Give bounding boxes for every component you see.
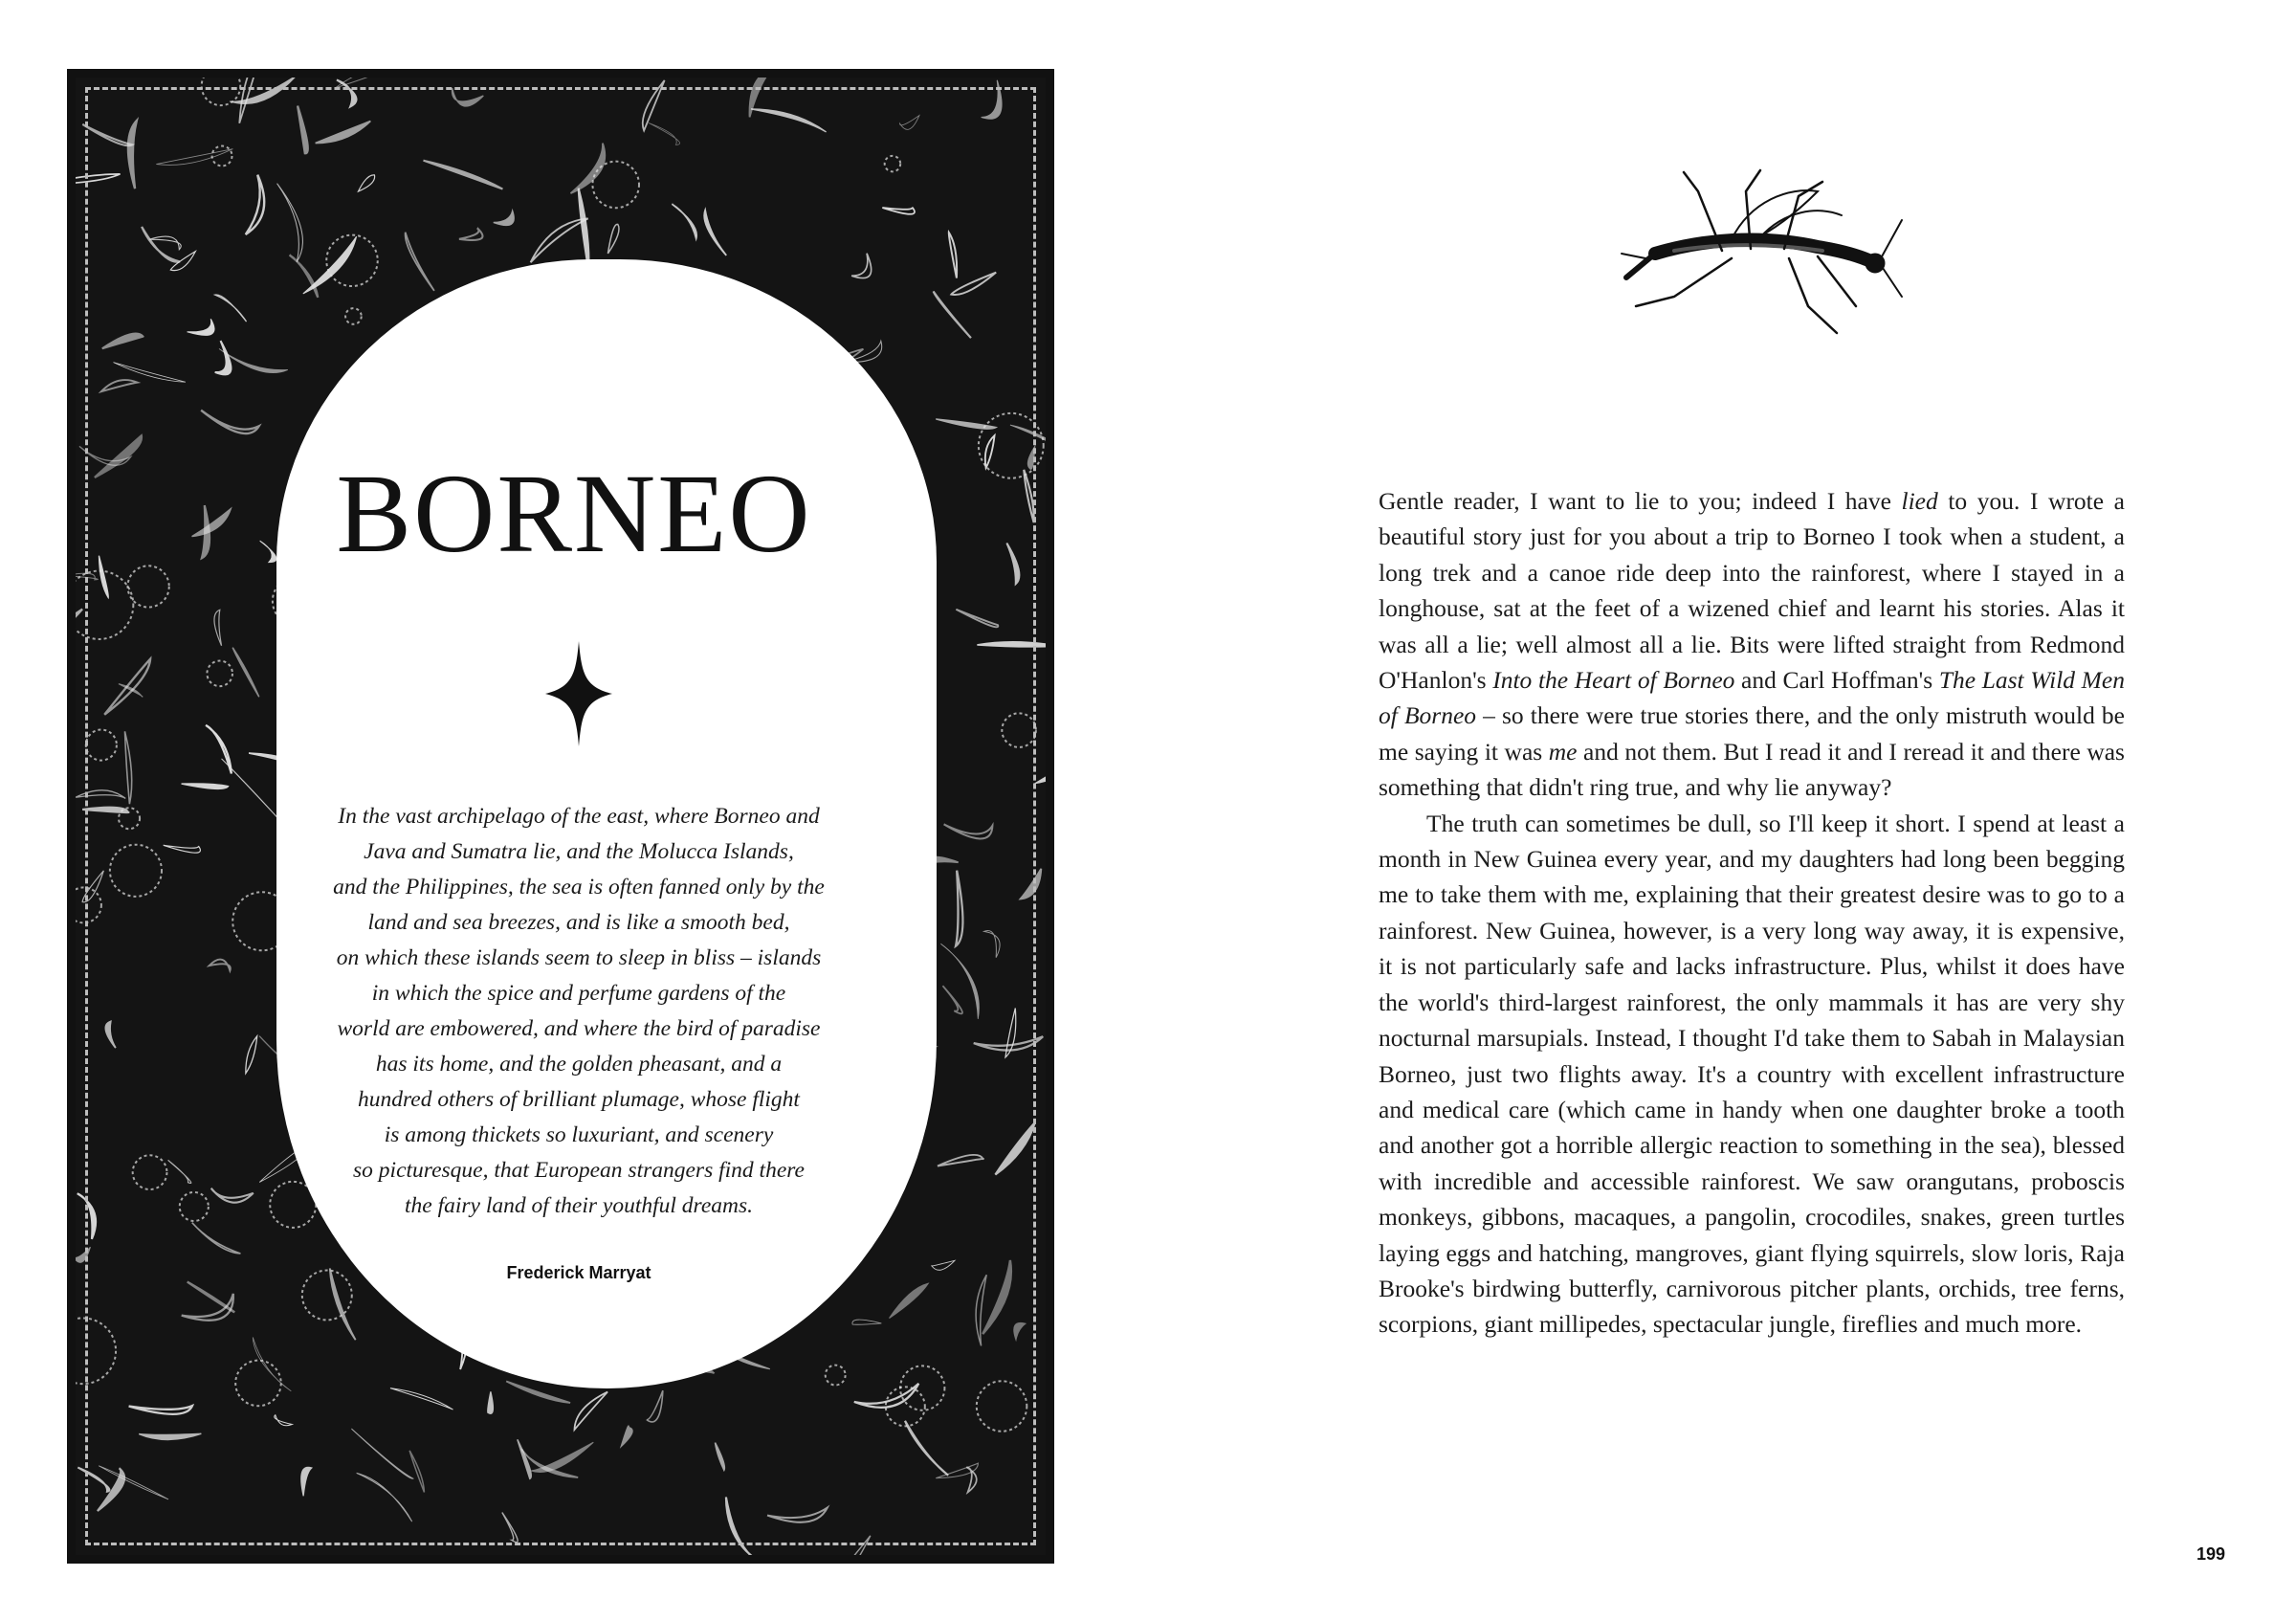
foliage-stroke (822, 1536, 870, 1555)
foliage-stroke (984, 930, 1000, 957)
foliage-stroke (192, 1223, 241, 1254)
epigraph-quote (287, 799, 871, 1224)
foliage-stroke (995, 1122, 1034, 1174)
foliage-stroke (643, 80, 665, 131)
body-paragraph (1379, 806, 2125, 1343)
italic-text: The Last Wild Men of Borneo (1379, 666, 2125, 730)
body-paragraph (1379, 483, 2125, 806)
foliage-stroke (882, 208, 915, 214)
foliage-stroke (192, 508, 232, 536)
epigraph-line: so picturesque, that European strangers find there (353, 1158, 805, 1183)
foliage-stroke (956, 610, 998, 628)
foliage-stroke (142, 227, 180, 262)
foliage-stroke (201, 411, 259, 433)
foliage-stroke (767, 1508, 828, 1522)
foliage-stroke (982, 1260, 1011, 1334)
foliage-stroke (351, 1429, 412, 1478)
foliage-stroke (726, 1498, 764, 1555)
foliage-stroke (579, 189, 589, 271)
foliage-stroke (424, 161, 503, 189)
foliage-stroke (119, 684, 143, 697)
foliage-stroke (168, 1160, 191, 1183)
foliage-stroke (944, 824, 993, 838)
epigraph-line: and the Philippines, the sea is often fanned only by the (333, 875, 825, 899)
foliage-stroke (129, 1406, 192, 1414)
foliage-stroke (211, 1188, 254, 1203)
foliage-stroke (934, 291, 971, 338)
foliage-stroke (977, 642, 1046, 647)
foliage-stroke (156, 149, 232, 166)
epigraph-line: in which the spice and perfume gardens of the (371, 981, 786, 1006)
foliage-stroke (301, 1467, 312, 1496)
foliage-stroke (390, 1388, 453, 1410)
foliage-stroke (976, 1275, 986, 1345)
foliage-stroke (206, 725, 232, 774)
foliage-stroke (985, 435, 995, 468)
bloom-mark (76, 887, 101, 922)
text-run: Gentle reader, I want to lie to you; indeed I have (1379, 487, 1902, 515)
foliage-stroke (459, 228, 483, 240)
foliage-stroke (82, 871, 103, 902)
epigraph-line: hundred others of brilliant plumage, whose flight (358, 1087, 800, 1112)
italic-text: Into the Heart of Borneo (1492, 666, 1735, 695)
foliage-stroke (98, 1468, 124, 1511)
foliage-stroke (607, 224, 619, 254)
foliage-stroke (128, 121, 137, 189)
foliage-stroke (76, 1247, 90, 1262)
foliage-stroke (82, 124, 132, 145)
foliage-stroke (1024, 470, 1033, 522)
foliage-stroke (494, 211, 514, 225)
foliage-stroke (672, 204, 696, 238)
foliage-stroke (105, 1022, 115, 1049)
foliage-stroke (215, 295, 247, 322)
foliage-stroke (716, 1443, 725, 1471)
bloom-mark (127, 566, 168, 607)
bloom-mark (826, 1366, 846, 1386)
foliage-stroke (359, 175, 375, 191)
foliage-stroke (139, 1433, 201, 1439)
foliage-stroke (357, 1473, 412, 1521)
foliage-stroke (956, 871, 962, 946)
foliage-stroke (890, 1283, 929, 1318)
italic-text: lied (1901, 487, 1938, 515)
foliage-stroke (164, 845, 201, 853)
foliage-stroke (488, 1391, 494, 1413)
body-text (1379, 483, 2125, 1343)
foliage-stroke (104, 659, 150, 715)
foliage-stroke (99, 556, 108, 598)
foliage-stroke (531, 218, 588, 262)
foliage-stroke (101, 380, 138, 391)
text-run: and not them. But I read it and I reread it and there was something that didn't ring true, and why lie anyway? (1379, 737, 2125, 802)
bloom-mark (900, 1366, 944, 1410)
chapter-title: BORNEO (336, 451, 812, 576)
epigraph-line: world are embowered, and where the bird of paradise (337, 1016, 821, 1041)
bloom-mark (119, 808, 140, 829)
text-run: and Carl Hoffman's (1734, 666, 1939, 695)
foliage-stroke (210, 960, 231, 971)
foliage-stroke (649, 122, 679, 144)
foliage-stroke (1027, 446, 1035, 469)
foliage-stroke (938, 1155, 983, 1166)
epigraph-line: on which these islands seem to sleep in bliss – islands (336, 945, 822, 970)
bloom-mark (133, 1155, 167, 1189)
foliage-stroke (1006, 543, 1019, 584)
epigraph-line: the fairy land of their youthful dreams. (405, 1193, 753, 1218)
mosquito-icon (1617, 163, 1904, 335)
foliage-stroke (942, 986, 962, 1013)
foliage-stroke (188, 1282, 235, 1313)
foliage-stroke (406, 233, 434, 291)
foliage-stroke (936, 419, 996, 429)
foliage-stroke (188, 319, 214, 335)
foliage-stroke (852, 1320, 881, 1324)
foliage-stroke (574, 1392, 607, 1431)
foliage-stroke (1034, 741, 1046, 784)
bloom-mark (1002, 713, 1036, 747)
foliage-stroke (303, 236, 357, 294)
bloom-mark (207, 661, 232, 687)
foliage-stroke (77, 1193, 96, 1239)
bloom-mark (977, 1381, 1027, 1432)
epigraph-line: is among thickets so luxuriant, and scenery (384, 1122, 774, 1147)
foliage-stroke (124, 731, 131, 804)
foliage-stroke (502, 1513, 518, 1543)
epigraph-author: Frederick Marryat (506, 1263, 651, 1282)
foliage-stroke (982, 80, 1002, 119)
foliage-stroke (704, 211, 726, 255)
bloom-mark (86, 730, 117, 761)
foliage-stroke (900, 116, 919, 130)
foliage-stroke (102, 333, 144, 348)
foliage-stroke (275, 1415, 293, 1426)
foliage-stroke (95, 435, 142, 477)
foliage-stroke (1014, 1322, 1026, 1340)
foliage-stroke (409, 1451, 424, 1493)
foliage-stroke (647, 1390, 663, 1422)
foliage-stroke (621, 1426, 632, 1446)
foliage-stroke (298, 106, 308, 154)
bloom-mark (110, 845, 162, 897)
foliage-stroke (851, 254, 872, 278)
foliage-stroke (76, 790, 125, 799)
foliage-stroke (214, 610, 222, 646)
foliage-stroke (316, 122, 371, 144)
foliage-stroke (77, 1468, 109, 1492)
foliage-stroke (751, 109, 826, 132)
epigraph-line: In the vast archipelago of the east, where Borneo and (338, 804, 820, 829)
foliage-stroke (246, 175, 264, 234)
foliage-stroke (277, 184, 303, 262)
foliage-stroke (290, 255, 319, 297)
foliage-stroke (966, 1467, 976, 1492)
bloom-mark (235, 1361, 281, 1407)
foliage-stroke (571, 144, 606, 193)
epigraph-line: land and sea breezes, and is like a smooth bed, (367, 910, 790, 935)
foliage-stroke (932, 1260, 955, 1270)
bloom-mark (345, 308, 362, 324)
text-run: The truth can sometimes be dull, so I'll keep it short. I spend at least a month in New Guinea every year, and my daughters had long been begging me to take them with me, explaining that their greatest desire was to go to a rainforest. New Guinea, however, is a very long way away, it is expensive, it is not particularly safe and lacks infrastructure. Plus, whilst it does have the world's third-largest rainforest, the only mammals it has are very shy nocturnal marsupials. Instead, I thought I'd take them to Sabah in Malaysian Borneo, just two flights away. It's a country with excellent infrastructure and medical care (which came in handy when one daughter broke a tooth and another got a horrible allergic reaction to something in the sea), blessed with incredible and accessible rainforest. We saw orangutans, proboscis monkeys, gibbons, macaques, a pangolin, crocodiles, snakes, green turtles laying eggs and hatching, mangroves, giant flying squirrels, slow loris, Raja Brooke's birdwing butterfly, carnivorous pitcher plants, orchids, tree ferns, scorpions, giant millipedes, spectacular jungle, fireflies and much more. (1379, 809, 2125, 1339)
foliage-stroke (1021, 869, 1042, 899)
bloom-mark (180, 1192, 209, 1221)
epigraph-line: Java and Sumatra lie, and the Molucca Islands, (364, 839, 794, 864)
foliage-stroke (215, 341, 232, 374)
foliage-stroke (76, 174, 121, 185)
italic-text: me (1548, 737, 1578, 766)
foliage-stroke (246, 1036, 257, 1074)
foliage-stroke (260, 541, 276, 562)
foliage-stroke (949, 233, 957, 278)
foliage-stroke (905, 1421, 948, 1476)
epigraph-line: has its home, and the golden pheasant, and a (375, 1052, 783, 1077)
bloom-mark (76, 1318, 116, 1384)
text-run: – so there were true stories there, and the only mistruth would be me saying it was (1379, 701, 2125, 766)
text-run: to you. I wrote a beautiful story just for you about a trip to Borneo I took when a student, a long trek and a canoe ride deep into the rainforest, where I stayed in a longhouse, sat at the feet of a wizened chief and learnt his stories. Alas it was all a lie; well almost all a lie. Bits were lifted straight from Redmond O'Hanlon's (1379, 487, 2125, 695)
bloom-mark (885, 156, 900, 171)
foliage-stroke (1010, 425, 1046, 459)
four-point-star-icon (545, 641, 612, 746)
foliage-stroke (182, 784, 229, 789)
page-number: 199 (2197, 1544, 2226, 1564)
foliage-stroke (453, 88, 484, 106)
foliage-stroke (951, 273, 996, 295)
foliage-stroke (232, 648, 259, 698)
